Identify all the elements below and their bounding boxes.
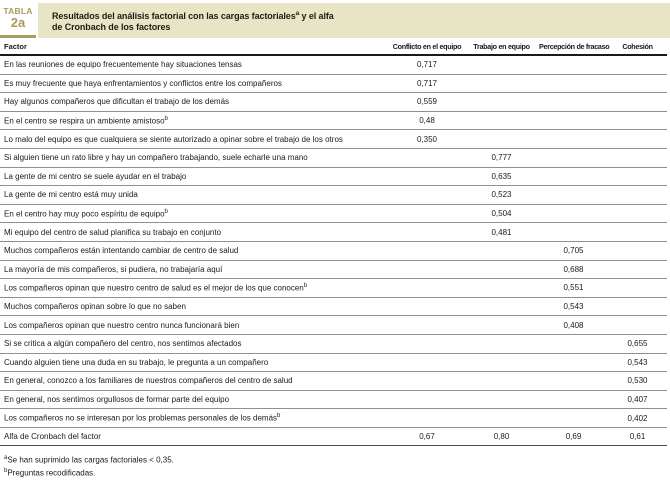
table-label-number: 2a <box>10 15 26 30</box>
table-row <box>0 409 667 428</box>
factor-item-label: Los compañeros no se interesan por los problemas personales de los demás$^b$ <box>4 413 281 423</box>
table-title-bar <box>38 3 670 38</box>
recoded-superscript: b <box>164 115 168 122</box>
factor-item-label: En el centro hay muy poco espíritu de equipo$^b$ <box>4 208 168 219</box>
title-segment: y el alfa <box>299 10 334 21</box>
footnote-b-marker: b <box>4 468 8 475</box>
table-row <box>0 298 667 317</box>
footnote-b <box>4 466 670 479</box>
table-label-word: TABLA <box>3 6 33 16</box>
loading-value: 0,350 <box>416 134 438 144</box>
table-row <box>0 75 667 94</box>
loading-value: 0,635 <box>491 171 512 181</box>
factor-item-label: Cuando alguien tiene una duda en su trabajo, le pregunta a un compañero <box>4 357 269 367</box>
loading-value: 0,402 <box>627 413 648 423</box>
column-header-cohesion: Cohesión <box>622 41 653 51</box>
table-row <box>0 316 667 335</box>
table-row <box>0 335 667 354</box>
table-row <box>0 279 667 298</box>
footnote-a-text: Se han suprimido las cargas factoriales < 0,35. <box>7 456 174 466</box>
loading-value: 0,543 <box>563 302 584 312</box>
column-header-row <box>0 38 667 56</box>
factor-item-label: En general, conozco a los familiares de nuestros compañeros del centro de salud <box>4 376 293 386</box>
loading-value: 0,67 <box>419 432 435 442</box>
column-header-percepcion: Percepción de fracaso <box>539 41 610 51</box>
factor-item-label: En general, nos sentimos orgullosos de formar parte del equipo <box>4 394 230 404</box>
recoded-superscript: b <box>303 283 308 290</box>
loading-value: 0,543 <box>627 357 648 367</box>
table-row <box>0 223 667 242</box>
factor-item-label: La gente de mi centro se suele ayudar en el trabajo <box>4 171 187 181</box>
factor-item-label: En las reuniones de equipo frecuentemente hay situaciones tensas <box>4 60 242 70</box>
loading-value: 0,407 <box>627 394 648 404</box>
table-body <box>0 56 670 446</box>
factor-item-label: Mi equipo del centro de salud planifica su trabajo en conjunto <box>4 227 222 237</box>
recoded-superscript: b <box>164 208 168 215</box>
table-page <box>0 3 670 487</box>
table-row <box>0 56 667 75</box>
loading-value: 0,481 <box>491 227 512 237</box>
column-header-conflicto: Conflicto en el equipo <box>392 41 462 51</box>
column-header-trabajo: Trabajo en equipo <box>473 41 530 51</box>
loading-value: 0,688 <box>563 264 584 274</box>
loading-value: 0,777 <box>491 153 512 163</box>
table-title <box>52 8 334 34</box>
table-number-box <box>0 3 36 38</box>
loading-value: 0,530 <box>627 376 648 386</box>
table-row <box>0 428 667 447</box>
loading-value: 0,551 <box>563 283 584 293</box>
factor-item-label: Lo malo del equipo es que cualquiera se siente autorizado a opinar sobre el trabajo de los otros <box>4 134 343 144</box>
loading-value: 0,705 <box>563 246 584 256</box>
factor-item-label: Si alguien tiene un rato libre y hay un compañero trabajando, suele echarle una mano <box>4 153 308 163</box>
table-row <box>0 372 667 391</box>
factor-item-label: La gente de mi centro está muy unida <box>4 190 138 200</box>
loading-value: 0,69 <box>565 432 582 442</box>
loading-value: 0,717 <box>416 78 438 88</box>
footnote-b-text: Preguntas recodificadas. <box>7 468 96 478</box>
factor-item-label: Los compañeros opinan que nuestro centro de salud es el mejor de los que conocen$^b$ <box>4 283 308 293</box>
table-row <box>0 186 667 205</box>
factor-item-label: En el centro se respira un ambiente amistoso$^b$ <box>4 115 168 126</box>
table-row <box>0 391 667 410</box>
loading-value: 0,655 <box>627 339 648 349</box>
title-superscript: a <box>295 9 300 17</box>
factor-item-label: Alfa de Cronbach del factor <box>4 432 101 442</box>
recoded-superscript: b <box>277 413 281 420</box>
loading-value: 0,48 <box>419 116 435 126</box>
loading-value: 0,717 <box>416 60 438 70</box>
table-row <box>0 130 667 149</box>
title-segment: de Cronbach de los factores <box>52 22 171 32</box>
column-header-factor: Factor <box>4 41 27 51</box>
loading-value: 0,559 <box>416 97 438 107</box>
loading-value: 0,80 <box>493 432 510 442</box>
factor-item-label: La mayoría de mis compañeros, si pudiera, no trabajaría aquí <box>4 264 223 274</box>
table-header <box>0 3 670 38</box>
table-row <box>0 261 667 280</box>
table-row <box>0 242 667 261</box>
factor-item-label: Si se critica a algún compañero del centro, nos sentimos afectados <box>4 339 242 349</box>
table-row <box>0 205 667 224</box>
footnote-a-marker: a <box>4 455 8 462</box>
title-segment: Resultados del análisis factorial con las cargas factoriales <box>52 10 296 21</box>
table-row <box>0 168 667 187</box>
table-row <box>0 354 667 373</box>
factor-item-label: Los compañeros opinan que nuestro centro nunca funcionará bien <box>4 320 240 330</box>
loading-value: 0,504 <box>491 209 512 219</box>
loading-value: 0,408 <box>563 320 584 330</box>
table-row <box>0 93 667 112</box>
factor-item-label: Muchos compañeros opinan sobre lo que no saben <box>4 302 186 312</box>
factor-item-label: Es muy frecuente que haya enfrentamientos y conflictos entre los compañeros <box>4 78 282 88</box>
loading-value: 0,523 <box>491 190 512 200</box>
footnote-a <box>4 453 670 466</box>
table-row <box>0 149 667 168</box>
footnotes <box>0 453 670 478</box>
loading-value: 0,61 <box>629 432 646 442</box>
factor-item-label: Muchos compañeros están intentando cambiar de centro de salud <box>4 246 239 256</box>
table-row <box>0 112 667 131</box>
factor-item-label: Hay algunos compañeros que dificultan el trabajo de los demás <box>4 97 230 107</box>
